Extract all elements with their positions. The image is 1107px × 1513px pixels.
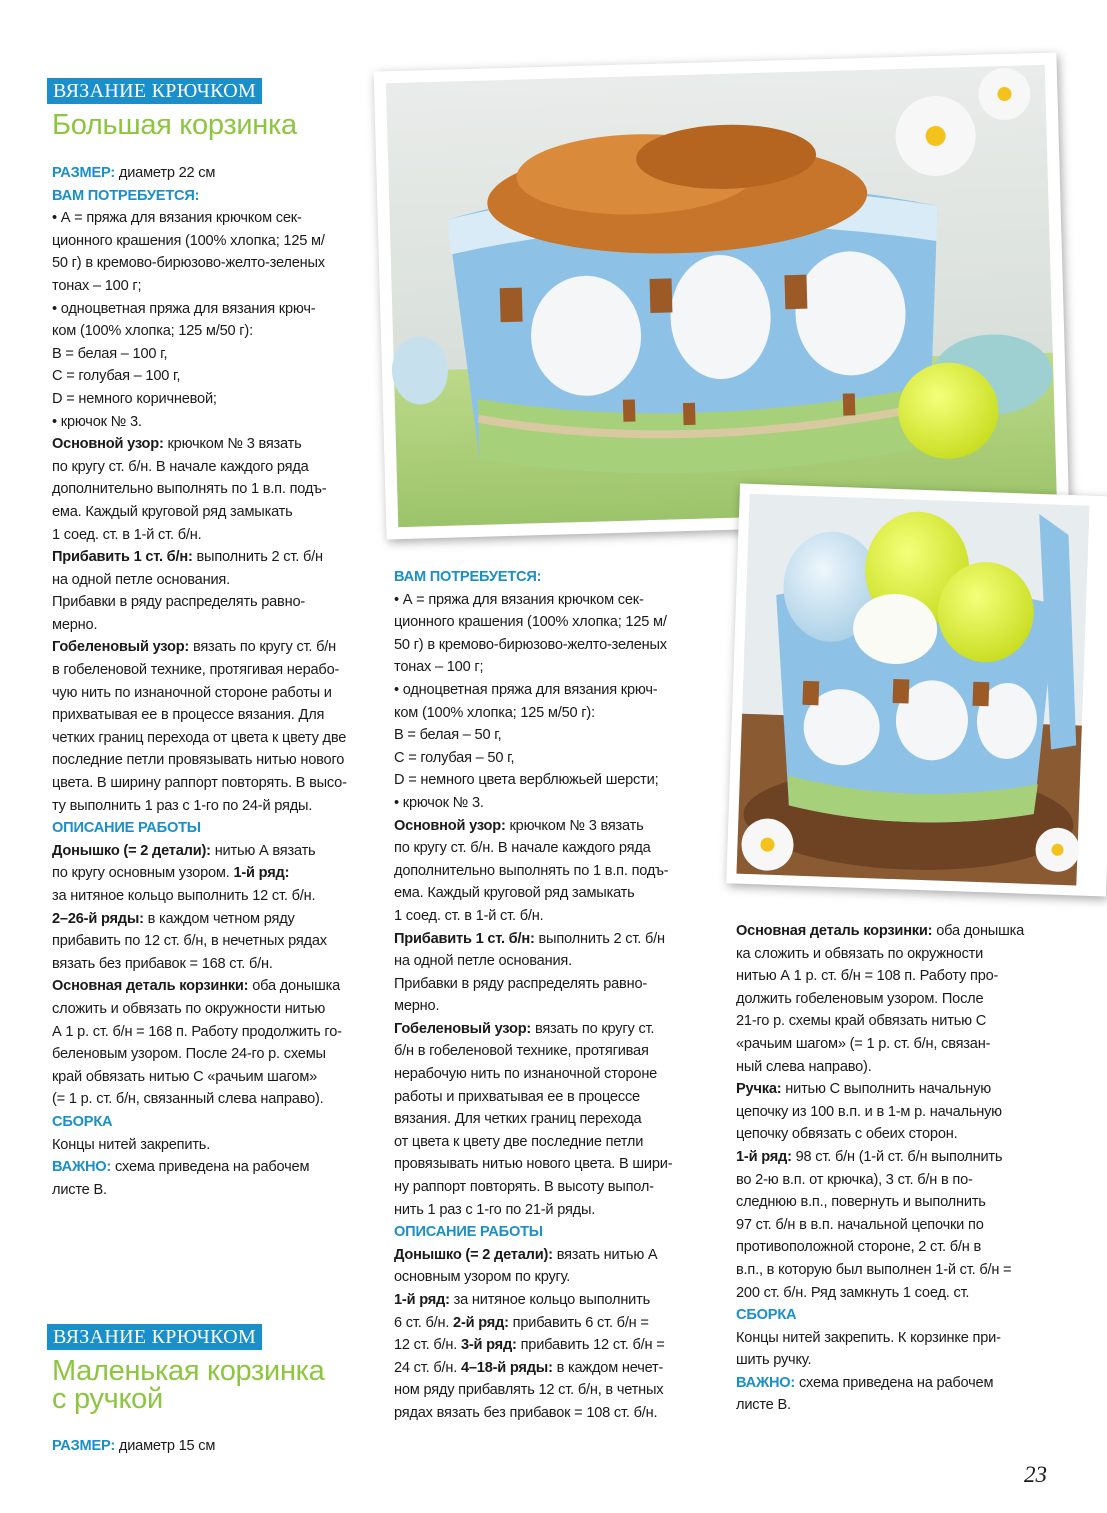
small-basic-line: ема. Каждый круговой ряд замыкать bbox=[394, 885, 635, 902]
small-materials-heading: ВАМ ПОТРЕБУЕТСЯ: bbox=[394, 569, 542, 585]
small-row1-label: 1-й ряд: bbox=[394, 1292, 450, 1308]
left-column bbox=[52, 162, 382, 1201]
basic-line: по кругу ст. б/н. В начале каждого ряда bbox=[52, 458, 309, 475]
row1-label: 1-й ряд: bbox=[233, 865, 290, 882]
material-line: 50 г) в кремово-бирюзово-желто-зеленых bbox=[52, 255, 325, 272]
small-work-heading: ОПИСАНИЕ РАБОТЫ bbox=[394, 1224, 543, 1241]
small-tapestry-line: нить 1 раз с 1-го по 21-й ряды. bbox=[394, 1201, 596, 1218]
main-line: край обвязать нитью С «рачьим шагом» bbox=[52, 1068, 318, 1085]
small-row3-label: 3-й ряд: bbox=[460, 1337, 517, 1354]
small-tapestry-line: ну раппорт повторять. В высоту выпол- bbox=[394, 1179, 654, 1196]
material-line: ком (100% хлопка; 125 м/50 г): bbox=[52, 323, 253, 340]
small-row2-text: прибавить 6 ст. б/н = bbox=[512, 1314, 649, 1331]
basic-line: 1 соед. ст. в 1-й ст. б/н. bbox=[52, 526, 202, 543]
handle-row-line: противоположной стороне, 2 ст. б/н в bbox=[736, 1239, 982, 1256]
main-line: беленовым узором. После 24-го р. схемы bbox=[52, 1046, 326, 1063]
small-tapestry-label: Гобеленовый узор: bbox=[394, 1020, 532, 1037]
small-basket-title-1: Маленькая корзинка bbox=[52, 1355, 325, 1387]
basic-pattern-label: Основной узор: bbox=[52, 436, 164, 453]
right-column bbox=[736, 920, 1066, 1417]
increase-line: выполнить 2 ст. б/н bbox=[196, 549, 323, 566]
basic-line: крючком № 3 вязать bbox=[167, 436, 302, 453]
small-basket-illustration bbox=[726, 483, 1100, 895]
increase-line: на одной петле основания. bbox=[52, 571, 230, 588]
small-basic-line: 1 соед. ст. в 1-й ст. б/н. bbox=[394, 907, 544, 924]
handle-line: цепочку обвязать с обеих сторон. bbox=[736, 1126, 958, 1143]
increase-line: Прибавки в ряду распределять равно- bbox=[52, 594, 306, 611]
small-material-line: • А = пряжа для вязания крючком сек- bbox=[394, 591, 644, 608]
important-label: ВАЖНО: bbox=[52, 1159, 112, 1176]
bottom-line: вязать без прибавок = 168 ст. б/н. bbox=[52, 955, 273, 972]
tapestry-line: в гобеленовой технике, протягивая нерабо- bbox=[52, 662, 340, 679]
increase-label: Прибавить 1 ст. б/н: bbox=[52, 549, 193, 566]
small-material-line: ком (100% хлопка; 125 м/50 г): bbox=[394, 704, 595, 721]
tapestry-line: прихватывая ее в процессе вязания. Для bbox=[52, 707, 325, 724]
small-tapestry-line: провязывать нитью нового цвета. В шири- bbox=[394, 1156, 673, 1173]
small-basic-line: крючком № 3 вязать bbox=[509, 817, 644, 834]
increase-line: мерно. bbox=[52, 616, 98, 633]
middle-column bbox=[394, 566, 724, 1425]
small-material-line: • крючок № 3. bbox=[394, 794, 484, 811]
section-label-bottom: ВЯЗАНИЕ КРЮЧКОМ bbox=[47, 1324, 262, 1350]
handle-row1-label: 1-й ряд: bbox=[736, 1148, 792, 1165]
small-assembly-line: шить ручку. bbox=[736, 1352, 812, 1369]
small-tapestry-line: вязать по кругу ст. bbox=[534, 1020, 655, 1037]
tapestry-line: четких границ перехода от цвета к цвету две bbox=[52, 729, 347, 746]
small-basket-photo bbox=[726, 483, 1107, 896]
small-row3-text: прибавить 12 ст. б/н = bbox=[520, 1337, 665, 1354]
small-bottom-line: вязать нитью А bbox=[556, 1246, 658, 1263]
small-row4-label: 4–18-й ряды: bbox=[460, 1359, 553, 1376]
handle-row-line: 98 ст. б/н (1-й ст. б/н выполнить bbox=[795, 1148, 1003, 1165]
small-main-line: ный слева направо). bbox=[736, 1058, 872, 1075]
small-increase-line: на одной петле основания. bbox=[394, 953, 572, 970]
tapestry-line: ту выполнить 1 раз с 1-го по 24-й ряды. bbox=[52, 797, 313, 814]
bottom-line: прибавить по 12 ст. б/н, в нечетных рядах bbox=[52, 933, 327, 950]
small-tapestry-line: б/н в гобеленовой технике, протягивая bbox=[394, 1043, 649, 1060]
small-bottom-line: основным узором по кругу. bbox=[394, 1269, 571, 1286]
tapestry-label: Гобеленовый узор: bbox=[52, 639, 190, 656]
handle-row-line: во 2-ю в.п. от крючка), 3 ст. б/н в по- bbox=[736, 1171, 973, 1188]
small-main-line: 21-го р. схемы край обвязать нитью С bbox=[736, 1013, 987, 1030]
small-material-line: 50 г) в кремово-бирюзово-желто-зеленых bbox=[394, 636, 667, 653]
small-row4-line: рядах вязать без прибавок = 108 ст. б/н. bbox=[394, 1404, 658, 1421]
handle-line: нитью С выполнить начальную bbox=[785, 1081, 991, 1098]
work-heading: ОПИСАНИЕ РАБОТЫ bbox=[52, 820, 201, 837]
assembly-text: Концы нитей закрепить. bbox=[52, 1136, 211, 1153]
material-line: • одноцветная пряжа для вязания крюч- bbox=[52, 300, 316, 317]
small-row4-line: ном ряду прибавлять 12 ст. б/н, в четных bbox=[394, 1382, 664, 1399]
small-basic-line: по кругу ст. б/н. В начале каждого ряда bbox=[394, 840, 651, 857]
small-material-line: D = немного цвета верблюжьей шерсти; bbox=[394, 772, 659, 789]
material-line: ционного крашения (100% хлопка; 125 м/ bbox=[52, 232, 325, 249]
small-increase-line: Прибавки в ряду распределять равно- bbox=[394, 975, 648, 992]
small-row2b-text: 12 ст. б/н. bbox=[394, 1337, 458, 1354]
small-main-line: должить гобеленовым узором. После bbox=[736, 990, 984, 1007]
main-line: сложить и обвязать по окружности нитью bbox=[52, 1000, 326, 1017]
material-line: В = белая – 100 г, bbox=[52, 345, 168, 362]
handle-label: Ручка: bbox=[736, 1081, 782, 1098]
size-value: диаметр 22 см bbox=[118, 165, 216, 181]
handle-row-line: следнюю в.п., повернуть и выполнить bbox=[736, 1194, 986, 1211]
small-row1b-text: 6 ст. б/н. bbox=[394, 1314, 450, 1331]
main-line: А 1 р. ст. б/н = 168 п. Работу продолжить го- bbox=[52, 1023, 342, 1040]
small-main-label: Основная деталь корзинки: bbox=[736, 923, 933, 939]
small-material-line: С = голубая – 50 г, bbox=[394, 749, 515, 766]
bottom-label: Донышко (= 2 детали): bbox=[52, 842, 211, 859]
small-material-line: ционного крашения (100% хлопка; 125 м/ bbox=[394, 614, 667, 631]
material-line: тонах – 100 г; bbox=[52, 277, 142, 294]
big-basket-photo bbox=[374, 53, 1070, 540]
main-part-label: Основная деталь корзинки: bbox=[52, 978, 249, 995]
material-line: D = немного коричневой; bbox=[52, 390, 217, 407]
size-label: РАЗМЕР: bbox=[52, 165, 116, 181]
small-basket-title-2: с ручкой bbox=[52, 1383, 163, 1415]
material-line: С = голубая – 100 г, bbox=[52, 368, 181, 385]
important-line: листе В. bbox=[52, 1181, 107, 1198]
small-increase-label: Прибавить 1 ст. б/н: bbox=[394, 930, 535, 947]
small-assembly-line: Концы нитей закрепить. К корзинке при- bbox=[736, 1329, 1001, 1346]
small-row2-label: 2-й ряд: bbox=[453, 1314, 509, 1331]
bottom-line: в каждом четном ряду bbox=[147, 910, 295, 927]
small-bottom-label: Донышко (= 2 детали): bbox=[394, 1246, 553, 1263]
tapestry-line: цвета. В ширину раппорт повторять. В высо- bbox=[52, 775, 347, 792]
small-assembly-heading: СБОРКА bbox=[736, 1307, 797, 1324]
handle-row-line: в.п., в которую был выполнен 1-й ст. б/н = bbox=[736, 1261, 1012, 1278]
small-tapestry-line: нерабочую нить по изнаночной стороне bbox=[394, 1066, 658, 1083]
small-basic-label: Основной узор: bbox=[394, 817, 506, 834]
small-size-value: диаметр 15 см bbox=[118, 1438, 216, 1454]
assembly-heading: СБОРКА bbox=[52, 1113, 113, 1130]
rows-label: 2–26-й ряды: bbox=[52, 910, 144, 927]
tapestry-line: последние петли провязывать нитью нового bbox=[52, 752, 345, 769]
small-important-label: ВАЖНО: bbox=[736, 1374, 796, 1391]
materials-heading: ВАМ ПОТРЕБУЕТСЯ: bbox=[52, 187, 200, 204]
small-basic-line: дополнительно выполнять по 1 в.п. подъ- bbox=[394, 862, 669, 879]
main-line: оба донышка bbox=[252, 978, 341, 995]
small-row4-text: в каждом нечет- bbox=[556, 1359, 664, 1376]
big-basket-illustration bbox=[374, 53, 1070, 540]
small-main-line: нитью А 1 р. ст. б/н = 108 п. Работу про- bbox=[736, 968, 999, 985]
basic-line: дополнительно выполнять по 1 в.п. подъ- bbox=[52, 481, 327, 498]
bottom-line: нитью А вязать bbox=[214, 842, 316, 859]
small-main-line: «рачьим шагом» (= 1 р. ст. б/н, связан- bbox=[736, 1035, 991, 1052]
small-increase-line: выполнить 2 ст. б/н bbox=[538, 930, 665, 947]
small-main-line: оба донышка bbox=[936, 923, 1025, 939]
small-main-line: ка сложить и обвязать по окружности bbox=[736, 945, 984, 962]
section-label-top: ВЯЗАНИЕ КРЮЧКОМ bbox=[47, 78, 262, 104]
tapestry-line: вязать по кругу ст. б/н bbox=[192, 639, 336, 656]
important-line: схема приведена на рабочем bbox=[114, 1159, 310, 1176]
handle-line: цепочку из 100 в.п. и в 1-м р. начальную bbox=[736, 1103, 1002, 1120]
bottom-line: за нитяное кольцо выполнить 12 ст. б/н. bbox=[52, 888, 316, 904]
tapestry-line: чую нить по изнаночной стороне работы и bbox=[52, 684, 332, 701]
handle-row-line: 200 ст. б/н. Ряд замкнуть 1 соед. ст. bbox=[736, 1284, 970, 1301]
bottom-line: по кругу основным узором. bbox=[52, 865, 230, 882]
small-tapestry-line: от цвета к цвету две последние петли bbox=[394, 1133, 644, 1150]
small-tapestry-line: работы и прихватывая ее в процессе bbox=[394, 1088, 640, 1105]
small-tapestry-line: вязания. Для четких границ перехода bbox=[394, 1111, 642, 1128]
material-line: • А = пряжа для вязания крючком сек- bbox=[52, 210, 302, 227]
small-important-line: схема приведена на рабочем bbox=[798, 1374, 994, 1391]
small-increase-line: мерно. bbox=[394, 998, 440, 1015]
material-line: • крючок № 3. bbox=[52, 413, 142, 430]
small-row1-text: за нитяное кольцо выполнить bbox=[453, 1292, 651, 1308]
small-important-line: листе В. bbox=[736, 1397, 791, 1414]
small-material-line: • одноцветная пряжа для вязания крюч- bbox=[394, 681, 658, 698]
big-basket-title: Большая корзинка bbox=[52, 109, 297, 141]
small-size bbox=[52, 1435, 382, 1458]
page-number: 23 bbox=[1024, 1462, 1047, 1487]
main-line: (= 1 р. ст. б/н, связанный слева направо). bbox=[52, 1091, 324, 1108]
small-row3b-text: 24 ст. б/н. bbox=[394, 1359, 458, 1376]
basic-line: ема. Каждый круговой ряд замыкать bbox=[52, 503, 293, 520]
handle-row-line: 97 ст. б/н в в.п. начальной цепочки по bbox=[736, 1216, 984, 1233]
small-size-label: РАЗМЕР: bbox=[52, 1438, 116, 1454]
small-material-line: В = белая – 50 г, bbox=[394, 727, 502, 744]
small-material-line: тонах – 100 г; bbox=[394, 659, 484, 676]
